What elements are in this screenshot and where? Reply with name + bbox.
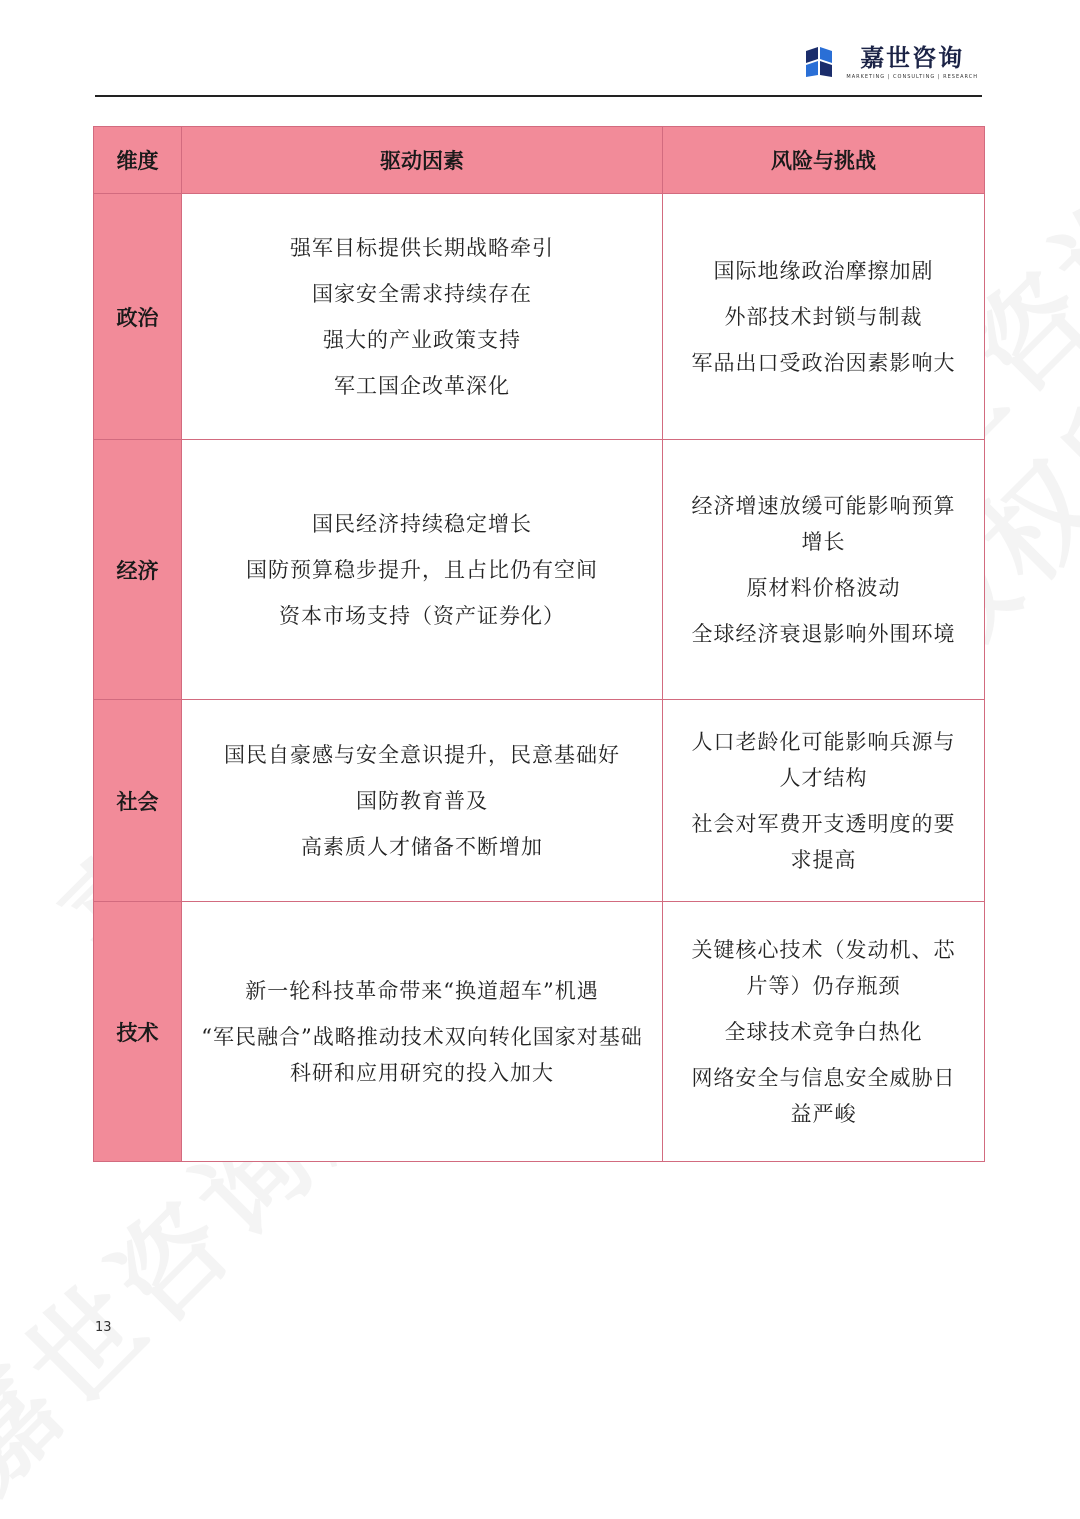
driver-item: 强大的产业政策支持	[323, 327, 521, 352]
driver-item: 国防教育普及	[356, 788, 488, 813]
driver-item: 军工国企改革深化	[334, 373, 510, 398]
risk-item: 社会对军费开支透明度的要求提高	[691, 811, 956, 872]
dimension-cell: 政治	[94, 194, 182, 440]
driver-item: 国民经济持续稳定增长	[312, 511, 532, 536]
driver-item: 资本市场支持（资产证券化）	[279, 603, 565, 628]
risks-cell	[663, 194, 985, 440]
drivers-cell	[182, 440, 663, 700]
driver-item: 高素质人才储备不断增加	[301, 834, 543, 859]
driver-item: 国防预算稳步提升，且占比仍有空间	[246, 557, 598, 582]
risk-item: 人口老龄化可能影响兵源与人才结构	[691, 729, 956, 790]
driver-item: “军民融合”战略推动技术双向转化国家对基础科研和应用研究的投入加大	[201, 1024, 643, 1085]
brand-mark-icon	[802, 45, 836, 79]
pest-analysis-table	[93, 126, 985, 1162]
dimension-cell: 技术	[94, 902, 182, 1162]
brand-tagline: MARKETING | CONSULTING | RESEARCH	[846, 74, 978, 80]
dimension-cell: 经济	[94, 440, 182, 700]
brand-logo	[802, 44, 978, 80]
risk-item: 全球经济衰退影响外围环境	[691, 621, 956, 646]
dimension-cell: 社会	[94, 700, 182, 902]
driver-item: 国家安全需求持续存在	[312, 281, 532, 306]
risk-item: 原材料价格波动	[746, 575, 901, 600]
column-header-dimension: 维度	[94, 127, 182, 194]
risk-item: 网络安全与信息安全威胁日益严峻	[691, 1065, 956, 1126]
driver-item: 国民自豪感与安全意识提升，民意基础好	[224, 742, 620, 767]
table-row	[94, 902, 985, 1162]
risk-item: 全球技术竞争白热化	[724, 1019, 923, 1044]
risk-item: 国际地缘政治摩擦加剧	[713, 258, 934, 283]
driver-item: 新一轮科技革命带来“换道超车”机遇	[245, 978, 599, 1003]
column-header-drivers: 驱动因素	[182, 127, 663, 194]
column-header-risks: 风险与挑战	[663, 127, 985, 194]
drivers-cell	[182, 194, 663, 440]
table-header-row	[94, 127, 985, 194]
page-number: 13	[95, 1320, 112, 1335]
drivers-cell	[182, 700, 663, 902]
header-divider	[95, 95, 982, 97]
table-row	[94, 194, 985, 440]
brand-name: 嘉世咨询	[860, 44, 965, 72]
table-row	[94, 700, 985, 902]
risk-item: 外部技术封锁与制裁	[724, 304, 923, 329]
risks-cell	[663, 440, 985, 700]
risk-item: 经济增速放缓可能影响预算增长	[691, 493, 956, 554]
risks-cell	[663, 700, 985, 902]
risk-item: 关键核心技术（发动机、芯片等）仍存瓶颈	[691, 937, 956, 998]
driver-item: 强军目标提供长期战略牵引	[290, 235, 554, 260]
risks-cell	[663, 902, 985, 1162]
drivers-cell	[182, 902, 663, 1162]
table-row	[94, 440, 985, 700]
risk-item: 军品出口受政治因素影响大	[691, 350, 956, 375]
